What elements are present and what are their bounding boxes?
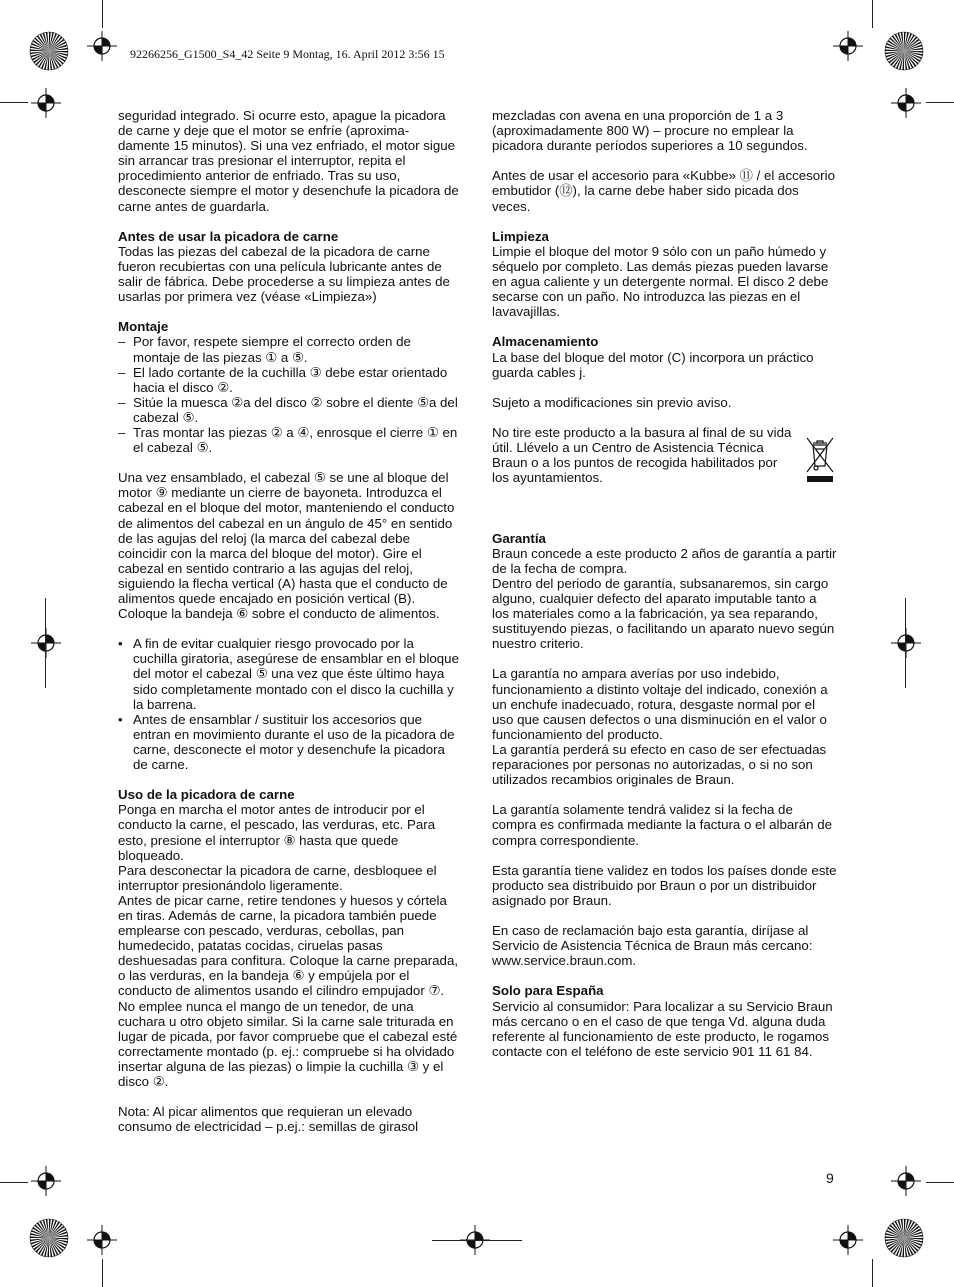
print-slug: 92266256_G1500_S4_42 Seite 9 Montag, 16. April 2012 3:56 15 [130, 47, 445, 61]
registration-top-left-icon [87, 31, 117, 61]
section-heading-spain: Solo para España [492, 983, 604, 999]
warranty-paragraph: La garantía perderá su efecto en caso de ser efectuadas reparaciones por personas no autorizadas, o si no son utilizados recambios originales de Braun. [492, 741, 827, 788]
trim-line [905, 598, 906, 688]
list-item: – Sitúe la muesca ②a del disco ② sobre el diente ⑤a del cabezal ⑤. [118, 394, 458, 425]
registration-bottom-right-icon [833, 1225, 863, 1255]
list-item: – Tras montar las piezas ② a ④, enrosque el cierre ① en el cabezal ⑤. [118, 424, 458, 456]
section-heading-warranty: Garantía [492, 530, 546, 546]
cleaning-paragraph: Limpie el bloque del motor 9 sólo con un paño húmedo y séquelo por completo. Las demás piezas pueden lavarse en agua caliente y un detergente normal. El disco 2 debe secarse con un paño. No introduzca las piezas en el lavavajillas. [492, 243, 829, 320]
trim-line [872, 0, 873, 28]
note-continuation-paragraph: mezcladas con avena en una proporción de 1 a 3 (aproximadamente 800 W) – procure no emplear la picadora durante períodos superiores a 10 segundos. [492, 108, 808, 154]
trim-line [102, 1259, 103, 1287]
trim-line [102, 0, 103, 28]
registration-right-lower-icon [891, 1166, 921, 1196]
section-heading-storage: Almacenamiento [492, 334, 599, 350]
starburst-bottom-right-icon [884, 1218, 924, 1258]
trim-line [0, 1182, 28, 1183]
registration-top-right-icon [833, 31, 863, 61]
starburst-top-right-icon [884, 31, 924, 71]
registration-right-middle-icon [891, 628, 921, 658]
use-paragraph: Para desconectar la picadora de carne, desbloquee el interruptor presionándolo ligeramente. [118, 862, 437, 893]
registration-left-middle-icon [31, 628, 61, 658]
storage-paragraph: La base del bloque del motor (C) incorpora un práctico guarda cables j. [492, 349, 814, 380]
trim-line [45, 598, 46, 688]
right-column [492, 108, 837, 1074]
left-column [118, 108, 460, 1149]
warranty-paragraph: La garantía no ampara averías por uso indebido, funcionamiento a distinto voltaje del indicado, conexión a un enchufe inadecuado, rotura, desgaste normal por el uso que causen defectos o una disminución en el valor o funcionamiento del producto. [492, 666, 828, 742]
section-heading-cleaning: Limpieza [492, 228, 549, 244]
crossed-out-wheeled-bin-icon [805, 436, 835, 484]
subject-to-change-paragraph: Sujeto a modificaciones sin previo aviso. [492, 394, 732, 410]
warranty-paragraph: En caso de reclamación bajo esta garantía, diríjase al Servicio de Asistencia Técnica de Braun más cercano: www.service.braun.com. [492, 923, 813, 969]
registration-left-lower-icon [31, 1166, 61, 1196]
trim-line [432, 1240, 522, 1241]
list-item: • A fin de evitar cualquier riesgo provocado por la cuchilla giratoria, asegúrese de ensamblar en el bloque del motor el cabezal ⑤ una vez que éste último haya sido completamente montado con el disco la cuchilla y la barrena. [118, 636, 459, 712]
starburst-top-left-icon [29, 31, 69, 71]
assembly-list [118, 334, 460, 455]
assembly-paragraph: Una vez ensamblado, el cabezal ⑤ se une al bloque del motor ⑨ mediante un cierre de bayoneta. Introduzca el cabezal en el bloque del motor, manteniendo el conducto de alimentos del cabezal en un ángulo de 45° en sentido de las agujas del reloj (la marca del cabezal debe coincidir con la marca del bloque del motor). Gire el cabezal en sentido contrario a las agujas del reloj, siguiendo la flecha vertical (A) hasta que el conducto de alimentos quede encajado en posición vertical (B). Coloque la bandeja ⑥ sobre el conducto de alimentos. [118, 470, 455, 622]
before-use-paragraph: Todas las piezas del cabezal de la picadora de carne fueron recubiertas con una película lubricante antes de salir de fábrica. Debe procederse a su limpieza antes de usarlas por primera vez (véase «Limpieza») [118, 243, 450, 305]
list-item: – Por favor, respete siempre el correcto orden de montaje de las piezas ① a ⑤. [118, 334, 411, 365]
warranty-paragraph: Esta garantía tiene validez en todos los países donde este producto sea distribuido por Braun o por un distribuidor asignado por Braun. [492, 862, 837, 908]
page-number: 9 [826, 1170, 834, 1186]
note-paragraph: Nota: Al picar alimentos que requieran un elevado consumo de electricidad – p.ej.: semillas de girasol [118, 1104, 419, 1135]
section-heading-before-use: Antes de usar la picadora de carne [118, 228, 339, 244]
warranty-paragraph: Braun concede a este producto 2 años de garantía a partir de la fecha de compra. [492, 545, 837, 576]
section-heading-use: Uso de la picadora de carne [118, 787, 295, 803]
use-paragraph: Antes de picar carne, retire tendones y huesos y córtela en tiras. Además de carne, la picadora también puede emplearse con pescado, verduras, cebollas, pan humedecido, patatas cocidas, ciruelas pasas deshuesadas para confitura. Coloque la carne preparada, o las verduras, en la bandeja ⑥ y empújela por el conducto de alimentos usando el cilindro empujador ⑦. [118, 892, 459, 999]
starburst-bottom-left-icon [29, 1218, 69, 1258]
intro-paragraph: seguridad integrado. Si ocurre esto, apague la picadora de carne y deje que el motor se enfríe (aproxima-damente 15 minutos). Si una vez enfriado, el motor sigue sin arrancar tras presionar el interruptor, repita el procedimiento anterior de enfriado. Tras su uso, desconecte siempre el motor y desenchufe la picadora de carne antes de guardarla. [118, 108, 459, 214]
warranty-paragraph: La garantía solamente tendrá validez si la fecha de compra es confirmada mediante la factura o el albarán de compra correspondiente. [492, 802, 832, 848]
list-item: • Antes de ensamblar / sustituir los accesorios que entran en movimiento durante el uso de la picadora de carne, desconecte el motor y desenchufe la picadora de carne. [118, 711, 455, 773]
trim-line [0, 102, 28, 103]
disposal-paragraph: No tire este producto a la basura al final de su vida útil. Llévelo a un Centro de Asistencia Técnica Braun o a los puntos de recogida habilitados por los ayuntamientos. [492, 424, 792, 486]
trim-line [926, 102, 954, 103]
registration-bottom-left-icon [87, 1225, 117, 1255]
safety-list [118, 636, 460, 772]
section-heading-assembly: Montaje [118, 319, 169, 335]
spain-service-paragraph: Servicio al consumidor: Para localizar a su Servicio Braun más cercano o en el caso de que tenga Vd. alguna duda referente al funcionamiento de este producto, le rogamos contacte con el teléfono de este servicio 901 11 61 84. [492, 998, 833, 1059]
trim-line [872, 1259, 873, 1287]
trim-line [926, 1182, 954, 1183]
warranty-paragraph: Dentro del periodo de garantía, subsanaremos, sin cargo alguno, cualquier defecto del aparato imputable tanto a los materiales como a la fabricación, ya sea reparando, sustituyendo piezas, o facilitando un aparato nuevo según nuestro criterio. [492, 575, 835, 652]
kubbe-paragraph: Antes de usar el accesorio para «Kubbe» ⑪ / el accesorio embutidor (⑫), la carne debe haber sido picada dos veces. [492, 168, 835, 214]
use-paragraph: No emplee nunca el mango de un tenedor, de una cuchara u otro objeto similar. Si la carne sale triturada en lugar de picada, por favor compruebe que el cabezal esté correctamente montado (p. ej.: compruebe si ha olvidado insertar alguna de las piezas) o limpie la cuchilla ③ y el disco ②. [118, 998, 458, 1089]
use-paragraph: Ponga en marcha el motor antes de introducir por el conducto la carne, el pescado, las verduras, etc. Para esto, presione el interruptor ⑧ hasta que quede bloqueado. [118, 802, 436, 863]
registration-left-upper-icon [31, 88, 61, 118]
registration-right-upper-icon [891, 88, 921, 118]
list-item: – El lado cortante de la cuchilla ③ debe estar orientado hacia el disco ②. [118, 364, 448, 395]
